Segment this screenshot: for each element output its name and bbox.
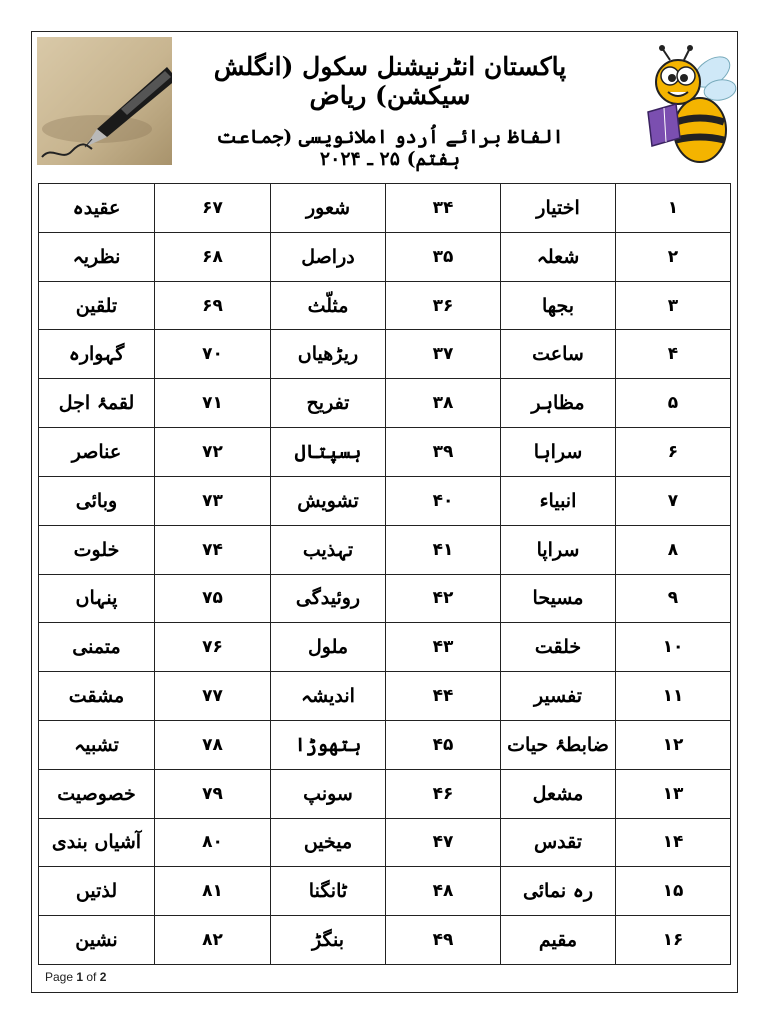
word-cell: وبائی <box>39 476 155 525</box>
table-row <box>39 184 731 233</box>
serial-number-cell: ۷۸ <box>155 720 271 769</box>
table-row <box>39 232 731 281</box>
word-cell: سراپا <box>501 525 616 574</box>
serial-number-cell: ۷۱ <box>155 379 271 428</box>
word-cell: خصوصیت <box>39 769 155 818</box>
word-cell: تشویش <box>271 476 386 525</box>
serial-number-cell: ۴۰ <box>386 476 501 525</box>
word-cell: مقیم <box>501 916 616 965</box>
serial-number-cell: ۴۲ <box>386 574 501 623</box>
table-row <box>39 720 731 769</box>
serial-number-cell: ۱ <box>616 184 731 233</box>
table-row <box>39 672 731 721</box>
word-cell: ہسپتال <box>271 428 386 477</box>
table-row <box>39 867 731 916</box>
word-cell: نشین <box>39 916 155 965</box>
word-cell: اندیشہ <box>271 672 386 721</box>
table-row <box>39 330 731 379</box>
serial-number-cell: ۱۶ <box>616 916 731 965</box>
serial-number-cell: ۳۶ <box>386 281 501 330</box>
serial-number-cell: ۳۴ <box>386 184 501 233</box>
table-row <box>39 574 731 623</box>
serial-number-cell: ۷۳ <box>155 476 271 525</box>
serial-number-cell: ۸۱ <box>155 867 271 916</box>
serial-number-cell: ۳ <box>616 281 731 330</box>
table-row <box>39 281 731 330</box>
serial-number-cell: ۷ <box>616 476 731 525</box>
word-cell: گہوارہ <box>39 330 155 379</box>
serial-number-cell: ۴۵ <box>386 720 501 769</box>
word-cell: شعلہ <box>501 232 616 281</box>
word-cell: شعور <box>271 184 386 233</box>
serial-number-cell: ۲ <box>616 232 731 281</box>
word-cell: متمنی <box>39 623 155 672</box>
serial-number-cell: ۷۰ <box>155 330 271 379</box>
serial-number-cell: ۴۶ <box>386 769 501 818</box>
table-row <box>39 476 731 525</box>
serial-number-cell: ۷۹ <box>155 769 271 818</box>
serial-number-cell: ۹ <box>616 574 731 623</box>
word-cell: روئیدگی <box>271 574 386 623</box>
word-cell: تفریح <box>271 379 386 428</box>
serial-number-cell: ۸ <box>616 525 731 574</box>
serial-number-cell: ۱۱ <box>616 672 731 721</box>
bee-reading-icon <box>640 42 738 170</box>
word-cell: ریڑھیاں <box>271 330 386 379</box>
serial-number-cell: ۱۲ <box>616 720 731 769</box>
serial-number-cell: ۴ <box>616 330 731 379</box>
serial-number-cell: ۸۲ <box>155 916 271 965</box>
word-cell: ملول <box>271 623 386 672</box>
serial-number-cell: ۱۴ <box>616 818 731 867</box>
word-cell: اختیار <box>501 184 616 233</box>
word-cell: رہ نمائی <box>501 867 616 916</box>
word-cell: ساعت <box>501 330 616 379</box>
word-cell: لقمۂ اجل <box>39 379 155 428</box>
table-row <box>39 769 731 818</box>
footer-page-of: of <box>83 970 100 984</box>
serial-number-cell: ۷۶ <box>155 623 271 672</box>
word-cell: پنہاں <box>39 574 155 623</box>
page-footer <box>45 970 106 984</box>
word-cell: بجھا <box>501 281 616 330</box>
word-cell: تفسیر <box>501 672 616 721</box>
serial-number-cell: ۷۴ <box>155 525 271 574</box>
footer-page-prefix: Page <box>45 970 77 984</box>
word-cell: تقدس <box>501 818 616 867</box>
serial-number-cell: ۴۴ <box>386 672 501 721</box>
word-cell: تہذیب <box>271 525 386 574</box>
serial-number-cell: ۴۷ <box>386 818 501 867</box>
word-cell: ضابطۂ حیات <box>501 720 616 769</box>
serial-number-cell: ۶۹ <box>155 281 271 330</box>
word-cell: خلقت <box>501 623 616 672</box>
footer-page-current: 1 <box>76 970 84 984</box>
table-row <box>39 818 731 867</box>
school-title: پاکستان انٹرنیشنل سکول (انگلش سیکشن) ریاض <box>213 52 567 110</box>
serial-number-cell: ۴۱ <box>386 525 501 574</box>
word-cell: سراہا <box>501 428 616 477</box>
word-table <box>38 183 731 965</box>
serial-number-cell: ۷۷ <box>155 672 271 721</box>
serial-number-cell: ۳۵ <box>386 232 501 281</box>
table-row <box>39 916 731 965</box>
word-cell: دراصل <box>271 232 386 281</box>
serial-number-cell: ۵ <box>616 379 731 428</box>
word-cell: سونپ <box>271 769 386 818</box>
serial-number-cell: ۳۷ <box>386 330 501 379</box>
serial-number-cell: ۱۳ <box>616 769 731 818</box>
serial-number-cell: ۴۹ <box>386 916 501 965</box>
serial-number-cell: ۴۸ <box>386 867 501 916</box>
serial-number-cell: ۱۰ <box>616 623 731 672</box>
table-row <box>39 428 731 477</box>
fountain-pen-icon <box>37 37 172 165</box>
word-cell: میخیں <box>271 818 386 867</box>
serial-number-cell: ۶ <box>616 428 731 477</box>
table-row <box>39 525 731 574</box>
word-cell: مظاہر <box>501 379 616 428</box>
serial-number-cell: ۶۸ <box>155 232 271 281</box>
word-cell: تشبیہ <box>39 720 155 769</box>
word-cell: ٹانگنا <box>271 867 386 916</box>
serial-number-cell: ۳۹ <box>386 428 501 477</box>
word-cell: ہتھوڑا <box>271 720 386 769</box>
word-cell: مثلّث <box>271 281 386 330</box>
dictation-subtitle: الفاظ برائے اُردو املانویسی (جماعت ہفتم) ۲۵ ـ ۲۰۲۴ <box>216 126 564 170</box>
word-cell: عناصر <box>39 428 155 477</box>
footer-page-total: 2 <box>99 970 107 984</box>
word-cell: لذتیں <box>39 867 155 916</box>
word-cell: تلقین <box>39 281 155 330</box>
word-cell: انبیاء <box>501 476 616 525</box>
word-cell: خلوت <box>39 525 155 574</box>
serial-number-cell: ۷۲ <box>155 428 271 477</box>
serial-number-cell: ۴۳ <box>386 623 501 672</box>
serial-number-cell: ۷۵ <box>155 574 271 623</box>
word-cell: نظریہ <box>39 232 155 281</box>
serial-number-cell: ۸۰ <box>155 818 271 867</box>
serial-number-cell: ۳۸ <box>386 379 501 428</box>
serial-number-cell: ۶۷ <box>155 184 271 233</box>
word-cell: بنگڑ <box>271 916 386 965</box>
word-cell: مسیحا <box>501 574 616 623</box>
word-cell: عقیدہ <box>39 184 155 233</box>
word-cell: مشعل <box>501 769 616 818</box>
table-row <box>39 623 731 672</box>
word-cell: آشیاں بندی <box>39 818 155 867</box>
table-row <box>39 379 731 428</box>
word-cell: مشقت <box>39 672 155 721</box>
serial-number-cell: ۱۵ <box>616 867 731 916</box>
